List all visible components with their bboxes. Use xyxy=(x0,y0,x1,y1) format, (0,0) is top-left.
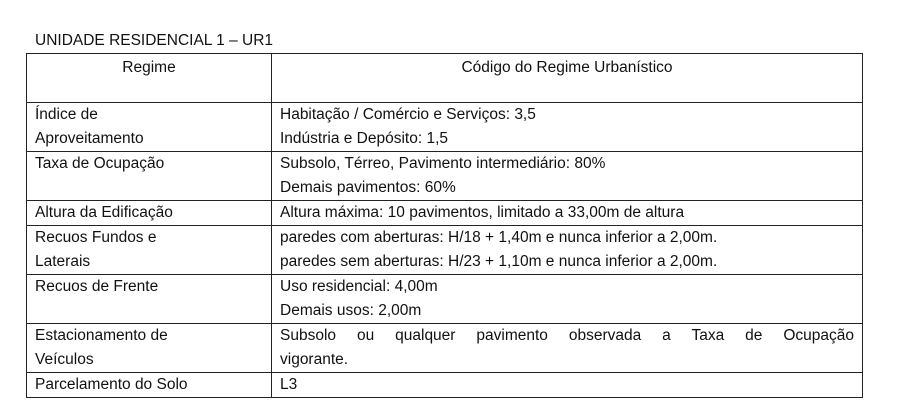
codigo-cell xyxy=(272,373,863,398)
table-row-taxa-ocupacao xyxy=(27,152,863,201)
regime-text: Estacionamento de xyxy=(35,327,168,344)
document-title: UNIDADE RESIDENCIAL 1 – UR1 xyxy=(35,32,274,49)
regime-cell xyxy=(27,226,272,275)
regime-text: Laterais xyxy=(35,253,91,270)
codigo-text: vigorante. xyxy=(280,351,349,368)
regime-text: Índice de xyxy=(35,106,98,123)
codigo-cell xyxy=(272,152,863,201)
codigo-text: L3 xyxy=(280,376,298,393)
codigo-cell xyxy=(272,226,863,275)
codigo-text: Demais usos: 2,00m xyxy=(280,302,422,319)
regime-text: Aproveitamento xyxy=(35,130,144,147)
codigo-cell xyxy=(272,275,863,324)
codigo-text: Habitação / Comércio e Serviços: 3,5 xyxy=(280,106,536,123)
regime-cell xyxy=(27,152,272,201)
regime-text: Recuos de Frente xyxy=(35,278,159,295)
codigo-cell xyxy=(272,201,863,226)
codigo-text: Uso residencial: 4,00m xyxy=(280,278,438,295)
table-row-indice-aproveitamento xyxy=(27,103,863,152)
table-row-parcelamento-solo xyxy=(27,373,863,398)
codigo-text: paredes com aberturas: H/18 + 1,40m e nunca inferior a 2,00m. xyxy=(280,229,718,246)
regime-text: Veículos xyxy=(35,351,94,368)
header-codigo: Código do Regime Urbanístico xyxy=(272,54,863,103)
regime-cell xyxy=(27,324,272,373)
codigo-text: Subsolo, Térreo, Pavimento intermediário: 80% xyxy=(280,155,606,172)
codigo-text: Indústria e Depósito: 1,5 xyxy=(280,130,449,147)
regime-text: Altura da Edificação xyxy=(35,204,173,221)
codigo-text: Demais pavimentos: 60% xyxy=(280,179,456,196)
table-row-estacionamento-veiculos xyxy=(27,324,863,373)
table-row-recuos-frente xyxy=(27,275,863,324)
codigo-cell xyxy=(272,103,863,152)
regime-cell xyxy=(27,373,272,398)
regime-text: Taxa de Ocupação xyxy=(35,155,165,172)
codigo-text: paredes sem aberturas: H/23 + 1,10m e nunca inferior a 2,00m. xyxy=(280,253,718,270)
table-header-row xyxy=(27,54,863,103)
table-row-recuos-fundos-laterais xyxy=(27,226,863,275)
regime-text: Recuos Fundos e xyxy=(35,229,157,246)
header-regime: Regime xyxy=(27,54,272,103)
table-row-altura-edificacao xyxy=(27,201,863,226)
regime-text: Parcelamento do Solo xyxy=(35,376,188,393)
codigo-cell xyxy=(272,324,863,373)
regime-cell xyxy=(27,275,272,324)
codigo-text: Altura máxima: 10 pavimentos, limitado a 33,00m de altura xyxy=(280,204,685,221)
codigo-text: Subsolo ou qualquer pavimento observada a Taxa de Ocupação xyxy=(280,327,854,344)
regime-cell xyxy=(27,103,272,152)
regime-table xyxy=(26,53,863,398)
regime-cell xyxy=(27,201,272,226)
